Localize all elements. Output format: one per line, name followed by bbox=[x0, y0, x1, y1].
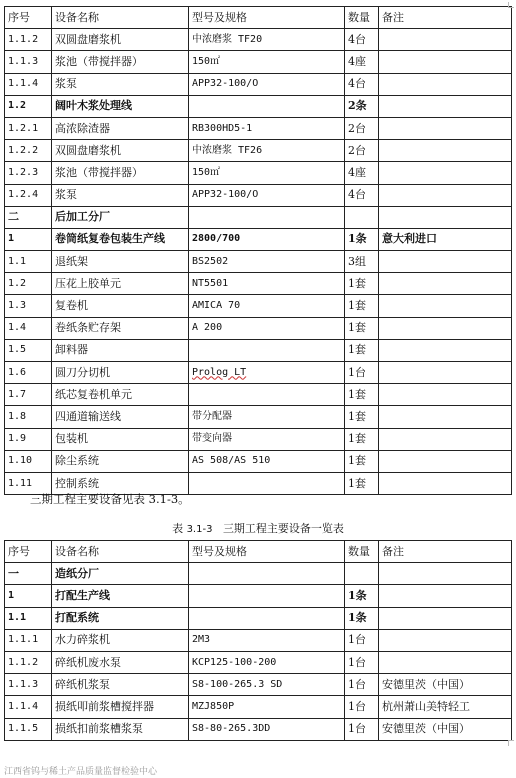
header-cell: 备注 bbox=[379, 541, 512, 563]
table-header-row bbox=[5, 7, 512, 29]
cell-remark bbox=[379, 585, 512, 607]
cell-equipment-name: 高浓除渣器 bbox=[52, 117, 189, 139]
cell-equipment-name: 阔叶木浆处理线 bbox=[52, 95, 189, 117]
cell-quantity: 1套 bbox=[345, 273, 379, 295]
cell-index: 1.6 bbox=[5, 362, 52, 384]
header-cell: 数量 bbox=[345, 7, 379, 29]
table-row bbox=[5, 184, 512, 206]
cell-index: 1 bbox=[5, 585, 52, 607]
cell-index: 1.2.2 bbox=[5, 140, 52, 162]
page-corner-mark bbox=[508, 2, 514, 8]
table-row bbox=[5, 563, 512, 585]
cell-equipment-name: 卷筒纸复卷包装生产线 bbox=[52, 228, 189, 250]
cell-equipment-name: 打配生产线 bbox=[52, 585, 189, 607]
cell-model-spec: 中浓磨浆 TF26 bbox=[189, 140, 345, 162]
cell-remark bbox=[379, 339, 512, 361]
header-cell: 序号 bbox=[5, 541, 52, 563]
cell-model-spec bbox=[189, 206, 345, 228]
cell-quantity: 2台 bbox=[345, 140, 379, 162]
cell-equipment-name: 水力碎浆机 bbox=[52, 629, 189, 651]
page-corner-mark bbox=[508, 740, 514, 746]
cell-equipment-name: 浆池（带搅拌器） bbox=[52, 51, 189, 73]
cell-index: 1.1 bbox=[5, 251, 52, 273]
cell-remark bbox=[379, 251, 512, 273]
cell-quantity: 1套 bbox=[345, 450, 379, 472]
header-cell: 型号及规格 bbox=[189, 7, 345, 29]
cell-model-spec: NT5501 bbox=[189, 273, 345, 295]
cell-remark bbox=[379, 406, 512, 428]
cell-equipment-name: 双圆盘磨浆机 bbox=[52, 140, 189, 162]
cell-quantity: 1套 bbox=[345, 406, 379, 428]
cell-equipment-name: 双圆盘磨浆机 bbox=[52, 29, 189, 51]
cell-equipment-name: 卸料器 bbox=[52, 339, 189, 361]
cell-index: 1.5 bbox=[5, 339, 52, 361]
cell-equipment-name: 浆泵 bbox=[52, 73, 189, 95]
cell-equipment-name: 浆泵 bbox=[52, 184, 189, 206]
table-row bbox=[5, 273, 512, 295]
table-row bbox=[5, 362, 512, 384]
cell-equipment-name: 四通道输送线 bbox=[52, 406, 189, 428]
table-row bbox=[5, 674, 512, 696]
table-row bbox=[5, 206, 512, 228]
cell-index: 1.1.2 bbox=[5, 651, 52, 673]
cell-index: 1.4 bbox=[5, 317, 52, 339]
table-header-row bbox=[5, 541, 512, 563]
cell-quantity: 1台 bbox=[345, 718, 379, 740]
cell-model-spec bbox=[189, 362, 345, 384]
cell-remark: 杭州萧山美特轻工 bbox=[379, 696, 512, 718]
table-row bbox=[5, 317, 512, 339]
cell-model-spec: MZJ850P bbox=[189, 696, 345, 718]
cell-quantity: 1套 bbox=[345, 339, 379, 361]
cell-remark bbox=[379, 117, 512, 139]
cell-model-spec bbox=[189, 563, 345, 585]
header-cell: 备注 bbox=[379, 7, 512, 29]
cell-equipment-name: 损纸叩前浆槽搅拌器 bbox=[52, 696, 189, 718]
watermark-footer: 江西省钨与稀土产品质量监督检验中心 bbox=[4, 767, 158, 777]
cell-model-spec: AMICA 70 bbox=[189, 295, 345, 317]
cell-equipment-name: 打配系统 bbox=[52, 607, 189, 629]
table-row bbox=[5, 295, 512, 317]
cell-model-spec: S8-80-265.3DD bbox=[189, 718, 345, 740]
cell-quantity: 4座 bbox=[345, 51, 379, 73]
cell-quantity: 1套 bbox=[345, 317, 379, 339]
cell-model-spec bbox=[189, 607, 345, 629]
cell-index: 1.2 bbox=[5, 273, 52, 295]
cell-equipment-name: 纸芯复卷机单元 bbox=[52, 384, 189, 406]
equipment-table-phase3 bbox=[4, 540, 512, 741]
table-row bbox=[5, 585, 512, 607]
caption-title: 三期工程主要设备一览表 bbox=[222, 522, 344, 535]
cell-model-spec: S8-100-265.3 SD bbox=[189, 674, 345, 696]
cell-remark bbox=[379, 563, 512, 585]
cell-equipment-name: 造纸分厂 bbox=[52, 563, 189, 585]
table-row bbox=[5, 140, 512, 162]
cell-equipment-name: 除尘系统 bbox=[52, 450, 189, 472]
cell-equipment-name: 碎纸机浆泵 bbox=[52, 674, 189, 696]
cell-model-spec bbox=[189, 384, 345, 406]
cell-quantity bbox=[345, 206, 379, 228]
cell-model-spec: 带分配器 bbox=[189, 406, 345, 428]
cell-quantity: 4台 bbox=[345, 29, 379, 51]
cell-index: 1.9 bbox=[5, 428, 52, 450]
cell-model-spec bbox=[189, 472, 345, 494]
cell-model-spec: 2M3 bbox=[189, 629, 345, 651]
cell-equipment-name: 浆池（带搅拌器） bbox=[52, 162, 189, 184]
cell-remark: 安德里茨（中国） bbox=[379, 674, 512, 696]
cell-equipment-name: 复卷机 bbox=[52, 295, 189, 317]
cell-model-spec: 150㎡ bbox=[189, 162, 345, 184]
table-row bbox=[5, 228, 512, 250]
cell-model-spec: 带变向器 bbox=[189, 428, 345, 450]
cell-equipment-name: 退纸架 bbox=[52, 251, 189, 273]
cell-equipment-name: 圆刀分切机 bbox=[52, 362, 189, 384]
table-row bbox=[5, 117, 512, 139]
cell-index: 1.8 bbox=[5, 406, 52, 428]
cell-quantity bbox=[345, 563, 379, 585]
cell-index: 一 bbox=[5, 563, 52, 585]
cell-remark bbox=[379, 450, 512, 472]
paragraph-text: 三期工程主要设备见表 3.1-3。 bbox=[30, 492, 190, 506]
cell-quantity: 1套 bbox=[345, 472, 379, 494]
table-row bbox=[5, 607, 512, 629]
cell-model-spec: AS 508/AS 510 bbox=[189, 450, 345, 472]
cell-index: 1.1.3 bbox=[5, 51, 52, 73]
cell-quantity: 1套 bbox=[345, 384, 379, 406]
cell-index: 1.11 bbox=[5, 472, 52, 494]
cell-quantity: 2条 bbox=[345, 95, 379, 117]
cell-index: 1.1.2 bbox=[5, 29, 52, 51]
cell-equipment-name: 后加工分厂 bbox=[52, 206, 189, 228]
cell-model-spec: BS2502 bbox=[189, 251, 345, 273]
caption-number: 3.1-3 bbox=[186, 524, 213, 535]
cell-index: 1.1.1 bbox=[5, 629, 52, 651]
cell-remark bbox=[379, 472, 512, 494]
table-row bbox=[5, 696, 512, 718]
cell-quantity: 1条 bbox=[345, 585, 379, 607]
cell-index: 二 bbox=[5, 206, 52, 228]
cell-quantity: 1台 bbox=[345, 629, 379, 651]
table-row bbox=[5, 718, 512, 740]
header-cell: 设备名称 bbox=[52, 7, 189, 29]
cell-index: 1.2.1 bbox=[5, 117, 52, 139]
table-row bbox=[5, 29, 512, 51]
cell-quantity: 2台 bbox=[345, 117, 379, 139]
cell-remark bbox=[379, 629, 512, 651]
cell-model-spec: A 200 bbox=[189, 317, 345, 339]
cell-index: 1.1 bbox=[5, 607, 52, 629]
cell-model-spec: 2800/700 bbox=[189, 228, 345, 250]
cell-index: 1.10 bbox=[5, 450, 52, 472]
table-row bbox=[5, 406, 512, 428]
cell-quantity: 1套 bbox=[345, 428, 379, 450]
cell-equipment-name: 压花上胶单元 bbox=[52, 273, 189, 295]
header-cell: 数量 bbox=[345, 541, 379, 563]
table-row bbox=[5, 73, 512, 95]
cell-equipment-name: 卷纸条贮存架 bbox=[52, 317, 189, 339]
cell-index: 1.1.4 bbox=[5, 696, 52, 718]
cell-model-spec: APP32-100/O bbox=[189, 184, 345, 206]
cell-remark bbox=[379, 428, 512, 450]
table-row bbox=[5, 162, 512, 184]
cell-remark: 意大利进口 bbox=[379, 228, 512, 250]
cell-equipment-name: 碎纸机废水泵 bbox=[52, 651, 189, 673]
cell-index: 1.2 bbox=[5, 95, 52, 117]
table-row bbox=[5, 95, 512, 117]
cell-quantity: 1台 bbox=[345, 674, 379, 696]
table-row bbox=[5, 251, 512, 273]
cell-remark bbox=[379, 651, 512, 673]
cell-remark bbox=[379, 384, 512, 406]
header-cell: 型号及规格 bbox=[189, 541, 345, 563]
cell-index: 1.1.5 bbox=[5, 718, 52, 740]
table-row bbox=[5, 384, 512, 406]
cell-remark bbox=[379, 273, 512, 295]
cell-model-spec: APP32-100/O bbox=[189, 73, 345, 95]
cell-index: 1 bbox=[5, 228, 52, 250]
cell-remark: 安德里茨（中国） bbox=[379, 718, 512, 740]
cell-index: 1.1.3 bbox=[5, 674, 52, 696]
cell-index: 1.2.4 bbox=[5, 184, 52, 206]
cell-quantity: 1台 bbox=[345, 651, 379, 673]
cell-remark bbox=[379, 607, 512, 629]
cell-quantity: 1套 bbox=[345, 295, 379, 317]
cell-remark bbox=[379, 206, 512, 228]
cell-remark bbox=[379, 184, 512, 206]
table-row bbox=[5, 428, 512, 450]
header-cell: 序号 bbox=[5, 7, 52, 29]
table-row bbox=[5, 629, 512, 651]
cell-quantity: 1条 bbox=[345, 228, 379, 250]
cell-equipment-name: 包装机 bbox=[52, 428, 189, 450]
cell-remark bbox=[379, 317, 512, 339]
table-row bbox=[5, 51, 512, 73]
table-row bbox=[5, 339, 512, 361]
cell-remark bbox=[379, 95, 512, 117]
caption-prefix: 表 bbox=[172, 522, 184, 535]
model-text: Prolog LT bbox=[192, 366, 247, 378]
cell-model-spec bbox=[189, 339, 345, 361]
cell-quantity: 3组 bbox=[345, 251, 379, 273]
cell-model-spec: KCP125-100-200 bbox=[189, 651, 345, 673]
cell-equipment-name: 控制系统 bbox=[52, 472, 189, 494]
cell-remark bbox=[379, 29, 512, 51]
cell-remark bbox=[379, 140, 512, 162]
cell-remark bbox=[379, 162, 512, 184]
table-row bbox=[5, 450, 512, 472]
cell-remark bbox=[379, 51, 512, 73]
table-caption bbox=[0, 520, 516, 536]
cell-model-spec: 150㎡ bbox=[189, 51, 345, 73]
header-cell: 设备名称 bbox=[52, 541, 189, 563]
cell-quantity: 1台 bbox=[345, 696, 379, 718]
cell-model-spec: 中浓磨浆 TF20 bbox=[189, 29, 345, 51]
cell-index: 1.2.3 bbox=[5, 162, 52, 184]
cell-remark bbox=[379, 362, 512, 384]
cell-quantity: 4座 bbox=[345, 162, 379, 184]
table-row bbox=[5, 651, 512, 673]
cell-quantity: 4台 bbox=[345, 184, 379, 206]
equipment-table-phase2 bbox=[4, 6, 512, 495]
cell-index: 1.3 bbox=[5, 295, 52, 317]
cell-model-spec bbox=[189, 585, 345, 607]
cell-model-spec bbox=[189, 95, 345, 117]
cell-remark bbox=[379, 295, 512, 317]
cell-quantity: 1条 bbox=[345, 607, 379, 629]
cell-index: 1.7 bbox=[5, 384, 52, 406]
cell-equipment-name: 损纸扣前浆槽浆泵 bbox=[52, 718, 189, 740]
cell-model-spec: RB300HD5-1 bbox=[189, 117, 345, 139]
cell-quantity: 4台 bbox=[345, 73, 379, 95]
cell-remark bbox=[379, 73, 512, 95]
cell-index: 1.1.4 bbox=[5, 73, 52, 95]
cell-quantity: 1台 bbox=[345, 362, 379, 384]
